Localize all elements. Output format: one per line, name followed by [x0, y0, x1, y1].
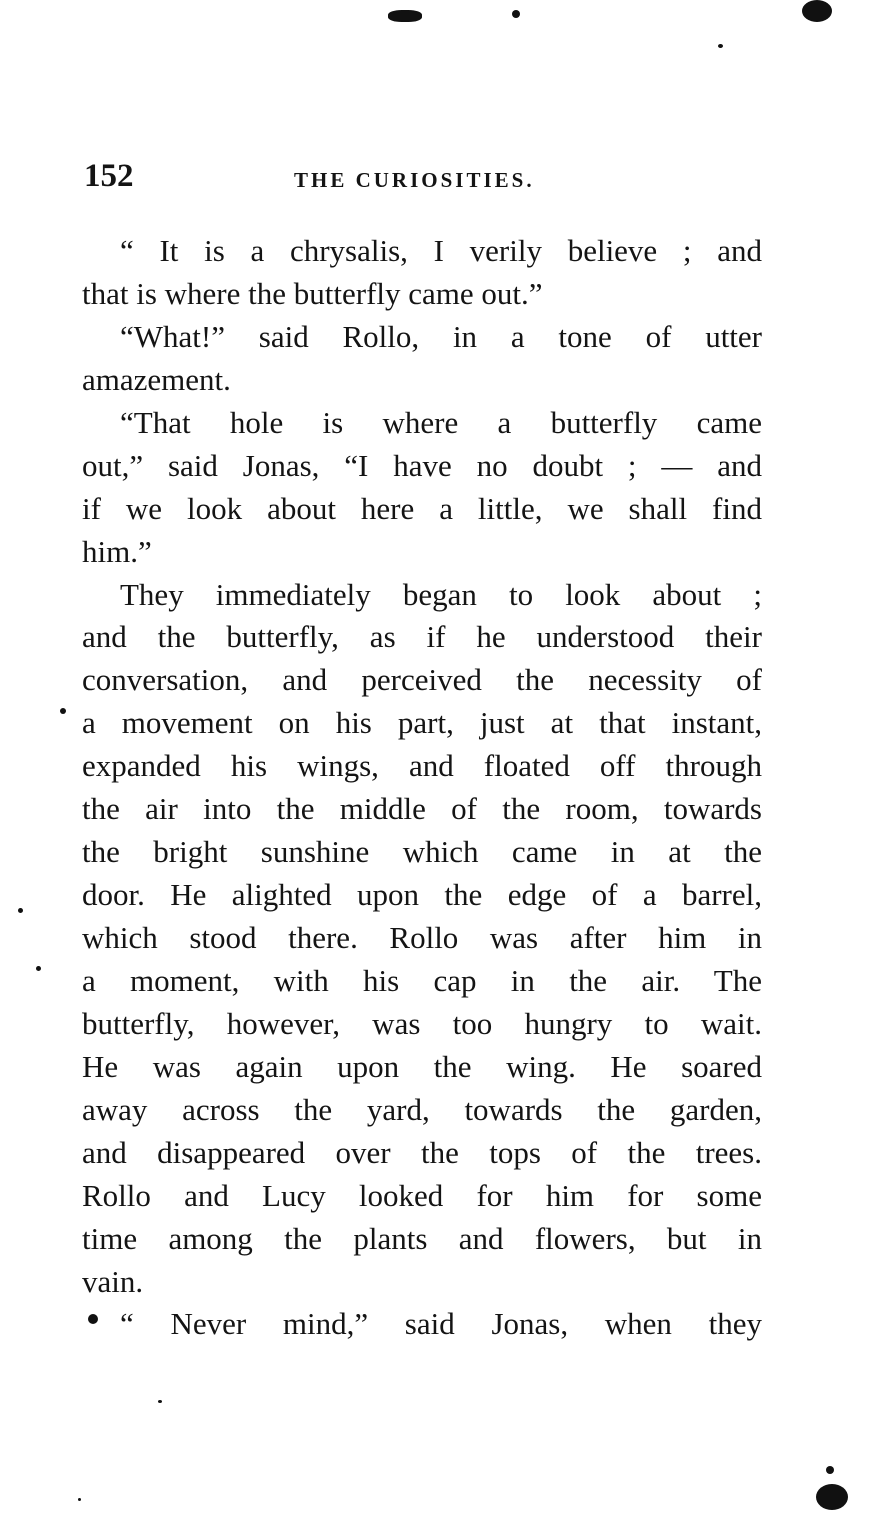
- text-line: vain.: [82, 1263, 144, 1299]
- text-line: if we look about here a little, we shall find: [82, 490, 762, 526]
- text-line: “That hole is where a butterfly came: [120, 404, 762, 440]
- text-line: away across the yard, towards the garden,: [82, 1091, 762, 1127]
- text-line: out,” said Jonas, “I have no doubt ; — and: [82, 447, 762, 483]
- text-line: expanded his wings, and floated off through: [82, 748, 762, 784]
- text-line: and the butterfly, as if he understood their: [82, 619, 762, 655]
- text-line: the air into the middle of the room, towards: [82, 791, 762, 827]
- ink-dot-margin-2: [18, 908, 23, 913]
- text-line: “ It is a chrysalis, I verily believe ; and: [120, 233, 762, 268]
- text-line: him.”: [82, 533, 152, 569]
- ink-dot-top-small: [718, 44, 723, 48]
- ink-dot-margin-3: [36, 966, 41, 971]
- ink-dot-top: [512, 10, 520, 18]
- text-line: conversation, and perceived the necessity of: [82, 662, 762, 698]
- text-line: “ Never mind,” said Jonas, when they: [120, 1306, 762, 1342]
- text-line: butterfly, however, was too hungry to wait.: [82, 1005, 762, 1041]
- text-line: “What!” said Rollo, in a tone of utter: [120, 318, 762, 354]
- text-line: a movement on his part, just at that instant,: [82, 705, 762, 741]
- text-line: Rollo and Lucy looked for him for some: [82, 1177, 762, 1213]
- text-line: He was again upon the wing. He soared: [82, 1048, 762, 1084]
- body-text: [82, 230, 762, 1346]
- ink-blot-top-right: [802, 0, 832, 22]
- text-line: that is where the butterfly came out.”: [82, 275, 543, 311]
- text-line: a moment, with his cap in the air. The: [82, 962, 762, 998]
- text-line: door. He alighted upon the edge of a barrel,: [82, 877, 762, 913]
- ink-blot-bottom-right-small: [826, 1466, 834, 1474]
- text-line: They immediately began to look about ;: [120, 576, 762, 612]
- ink-blot-bottom-right: [816, 1484, 848, 1510]
- page-header: [84, 158, 764, 202]
- ink-dot-margin-1: [60, 708, 66, 714]
- ink-dot-bottom-1: [158, 1400, 162, 1403]
- text-line: and disappeared over the tops of the trees.: [82, 1134, 762, 1170]
- ink-mark-top: [388, 10, 422, 22]
- text-line: amazement.: [82, 361, 231, 397]
- text-line: which stood there. Rollo was after him in: [82, 920, 762, 955]
- text-line: the bright sunshine which came in at the: [82, 834, 762, 870]
- ink-dot-bottom-2: [78, 1498, 81, 1501]
- running-title: THE CURIOSITIES.: [294, 168, 535, 192]
- page-number: 152: [84, 158, 134, 194]
- text-line: time among the plants and flowers, but in: [82, 1220, 762, 1256]
